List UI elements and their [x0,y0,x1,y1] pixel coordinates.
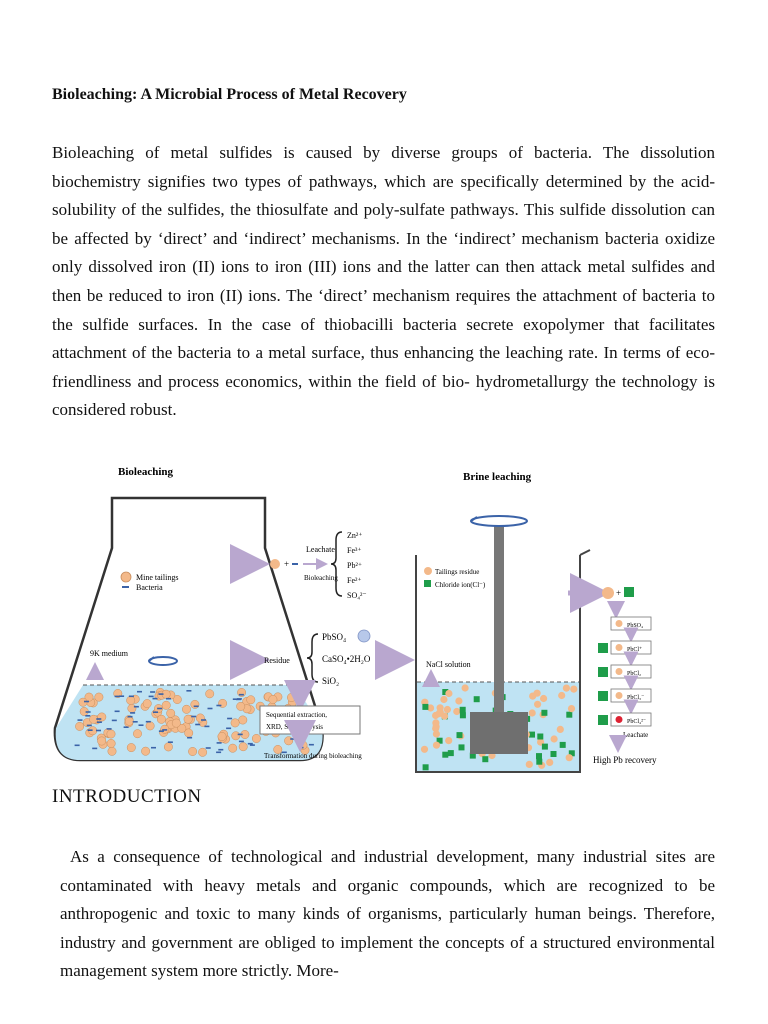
mine-tailing-particle [191,700,199,708]
bacteria-mark [239,741,244,743]
chloride-mark [536,753,542,759]
bacteria-mark [299,747,304,749]
bacteria-mark [208,708,213,710]
mine-tailing-particle [127,696,135,704]
bacteria-mark [206,747,211,749]
tailings-particle [558,692,565,699]
beaker [416,516,590,772]
bacteria-mark [88,729,93,731]
tailings-particle [437,709,444,716]
chain-step [598,713,651,726]
chloride-mark [537,734,543,740]
mine-tailing-particle [125,717,133,725]
chloride-mark [457,732,463,738]
bacteria-mark [250,744,255,746]
bacteria-mark [151,747,156,749]
figure-svg [50,460,740,780]
mine-tailing-particle [127,743,135,751]
mine-tailing-particle [218,732,226,740]
high-pb-label: High Pb recovery [593,755,657,765]
bacteria-mark [216,705,221,707]
mine-tailing-particle [141,747,149,755]
bacteria-mark [86,711,91,713]
tailings-particle [529,709,536,716]
residue-item: CaSO₄•2H₂O [322,654,371,664]
chloride-mark [474,696,480,702]
paragraph-bioleaching: Bioleaching of metal sulfides is caused by diverse groups of bacteria. The dissolution biochemistry signifies two types of pathways, which are specifically determined by the acid-solubility of the sulfides, the thiosulfate and poly-sulfate pathways. This sulfide dissolution can be affected by ‘direct’ and ‘indirect’ mechanisms. In the ‘indirect’ mechanism bacteria oxidize only dissolved iron (II) ions to iron (III) ions and the latter can then attack metal sulfides and then be reduced to iron (II) ions. The ‘direct’ mechanism requires the attachment of bacteria to the sulfide surfaces. In the case of thiobacilli bacteria secrete exopolymer that facilitates attachment of the bacteria to a metal surface, thus enhancing the leaching rate. In terms of eco-friendliness and process economics, within the field of bio- hydrometallurgy the technology is considered robust. [52,143,715,420]
mine-tailing-particle [184,715,192,723]
mine-tailing-particle [133,730,141,738]
chain-step [598,689,651,712]
mine-tailing-particle [164,743,172,751]
chloride-mark [460,712,466,718]
tailings-particle [455,697,462,704]
mine-tailing-particle [162,701,170,709]
chain-step [611,617,651,640]
mine-tailing-particle [128,704,136,712]
bacteria-mark [217,742,222,744]
bacteria-mark [233,698,238,700]
tailings-particle [526,761,533,768]
chain-step [598,665,651,688]
box-line1: Sequential extraction, [266,711,328,719]
mine-tailing-particle [98,737,106,745]
bioleaching-figure [50,460,740,780]
ion-item: Pb²⁺ [347,561,363,570]
bacteria-mark [92,748,97,750]
tailings-particle [568,705,575,712]
pbso4-icon [358,630,370,642]
bacteria-mark [78,719,83,721]
mine-tailing-particle [237,702,245,710]
tailings-label: Tailings residue [435,568,480,576]
chloride-mark [566,712,572,718]
bacteria-mark [168,741,173,743]
tailings-particle [453,708,460,715]
mine-tailing-particle [95,693,103,701]
chain-label: PbCl₂ [627,671,642,677]
bacteria-mark [146,721,151,723]
ion-item: SO₄²⁻ [347,591,367,600]
bacteria-mark [309,744,314,746]
bacteria-mark [226,728,231,730]
bacteria-mark [159,693,164,695]
reaction-chain [598,617,651,726]
residue-item: SiO₂ [322,676,340,686]
mine-tailing-particle [98,713,106,721]
stirrer-shaft [494,526,504,716]
mine-tailing-particle [107,730,115,738]
legend-bacteria: Bacteria [136,583,163,592]
bacteria-mark [139,724,144,726]
tailings-particle [546,759,553,766]
bacteria-mark [159,730,164,732]
bacteria-mark [128,716,133,718]
chain-step [598,641,651,664]
bacteria-mark [150,691,155,693]
bacteria-mark [153,711,158,713]
bacteria-mark [149,696,154,698]
transformation-label: Transformation during bioleaching [264,752,362,760]
bacteria-mark [195,724,200,726]
bacteria-legend-icon [122,586,129,588]
tailings-particle [566,754,573,761]
bacteria-mark [238,734,243,736]
mine-tailing-particle [182,705,190,713]
bacteria-mark [290,738,295,740]
mine-tailing-particle [287,693,295,701]
tailings-particle [462,684,469,691]
bacteria-mark [239,694,244,696]
mine-tailing-particle [172,719,180,727]
chloride-mark [423,764,429,770]
document-title: Bioleaching: A Microbial Process of Metal Recovery [52,86,407,103]
tailings-particle [563,685,570,692]
mine-tailing-particle [107,739,115,747]
chloride-mark [448,750,454,756]
bacteria-mark [218,749,223,751]
bacteria-mark [87,725,92,727]
chloride-mark [542,744,548,750]
chloride-mark [442,752,448,758]
right-title: Brine leaching [463,471,532,483]
mine-tailing-particle [185,729,193,737]
tailings-particle [433,730,440,737]
bioleaching-label: Bioleaching [304,574,338,582]
tailings-particle [421,746,428,753]
bacteria-mark [187,737,192,739]
tailings-particle [551,735,558,742]
bacteria-mark [115,696,120,698]
bacteria-mark [227,718,232,720]
mine-tailing-particle [196,714,204,722]
mine-tailing-particle [108,747,116,755]
chain-label: PbSO₄ [627,623,644,629]
left-title: Bioleaching [118,466,174,478]
ions-list [347,531,367,600]
medium-label: 9K medium [90,649,128,658]
chloride-label: Chloride ion(Cl⁻) [435,581,486,589]
chloride-mark [482,756,488,762]
ion-item: Fe³⁺ [347,546,362,555]
legend-mine: Mine tailings [136,573,179,582]
mine-tailing-particle [146,722,154,730]
chloride-mark [536,759,542,765]
chloride-mark [422,704,428,710]
bacteria-mark [204,726,209,728]
bacteria-mark [124,726,129,728]
tailings-particle [444,706,451,713]
bacteria-mark [166,698,171,700]
mine-tailing-particle [239,716,247,724]
chloride-mark [560,742,566,748]
leachate2-label: Leachate [623,731,649,739]
mine-tailing-particle [167,709,175,717]
bacteria-mark [137,691,142,693]
tailings-particle [570,686,577,693]
tailings-particle [445,737,452,744]
mine-tailings-legend-icon [121,572,131,582]
mine-tailing-particle [252,734,260,742]
leachate-label: Leachate [306,545,335,554]
bacteria-mark [133,721,138,723]
bacteria-mark [216,752,221,754]
chloride-mark [541,710,547,716]
tailings-particle [540,695,547,702]
bacteria-mark [112,720,117,722]
chain-label: PbCl₄²⁻ [627,719,647,725]
bacteria-mark [157,708,162,710]
residue-item: PbSO₄ [322,632,347,642]
box-line2: XRD, SEM analysis [266,723,323,731]
bacteria-mark [134,706,139,708]
tailings-legend-icon [424,567,432,575]
bacteria-mark [248,743,253,745]
mine-tailing-particle [229,744,237,752]
mine-tailing-particle [269,695,277,703]
mine-tailing-particle [188,747,196,755]
chloride-legend-icon [424,580,431,587]
mine-tailing-particle [247,696,255,704]
bacteria-mark [75,745,80,747]
bacteria-mark [115,711,120,713]
tailings-particle [534,690,541,697]
chain-label: PbCl⁺ [627,647,643,653]
mine-tailing-particle [157,715,165,723]
tailings-particle [433,723,440,730]
tailings-particle [440,696,447,703]
paragraph-introduction: As a consequence of technological and industrial development, many industrial sites are contaminated with heavy metals and organic compounds, which are recognized to be anthropogenic and toxic to many kinds of organisms, particularly human beings. Therefore, industry and government are obliged to implement the concepts of a structured environmental management system more strictly. More- [60,847,715,981]
tailings-particle [445,690,452,697]
svg-text:+: + [284,559,290,569]
bacteria-mark [96,718,101,720]
bacteria-mark [107,728,112,730]
bacteria-mark [201,719,206,721]
residue-label: Residue [264,656,290,665]
bacteria-mark [153,698,158,700]
nacl-label: NaCl solution [426,660,471,669]
tailings-particle [557,726,564,733]
bacteria-mark [194,706,199,708]
mine-tailing-particle [239,743,247,751]
bacteria-mark [96,730,101,732]
svg-text:+: + [616,588,622,598]
stirrer-paddle [470,712,528,754]
tailings-particle [433,742,440,749]
bacteria-mark [97,721,102,723]
ion-item: Zn²⁺ [347,531,363,540]
chloride-mark [459,744,465,750]
bacteria-mark [85,715,90,717]
chloride-mark [551,751,557,757]
mine-tailing-particle [198,748,206,756]
bacteria-mark [119,695,124,697]
mine-tailing-particle [231,719,239,727]
bacteria-mark [191,716,196,718]
bacteria-mark [186,690,191,692]
mine-tailing-particle [232,732,240,740]
ion-item: Fe²⁺ [347,576,362,585]
mine-tailing-particle [75,722,83,730]
section-heading: INTRODUCTION [52,786,202,807]
mine-tailing-particle [284,737,292,745]
mine-tailing-particle [218,699,226,707]
flask-stir-icon [149,657,177,665]
chain-label: PbCl₃⁻ [627,695,645,701]
bacteria-mark [84,701,89,703]
beaker-stir-icon [471,516,527,526]
bacteria-mark [129,696,134,698]
mine-tailing-particle [206,690,214,698]
mine-tailing-particle [143,699,151,707]
bacteria-mark [130,712,135,714]
chloride-mark [460,707,466,713]
tailings-particle [534,701,541,708]
